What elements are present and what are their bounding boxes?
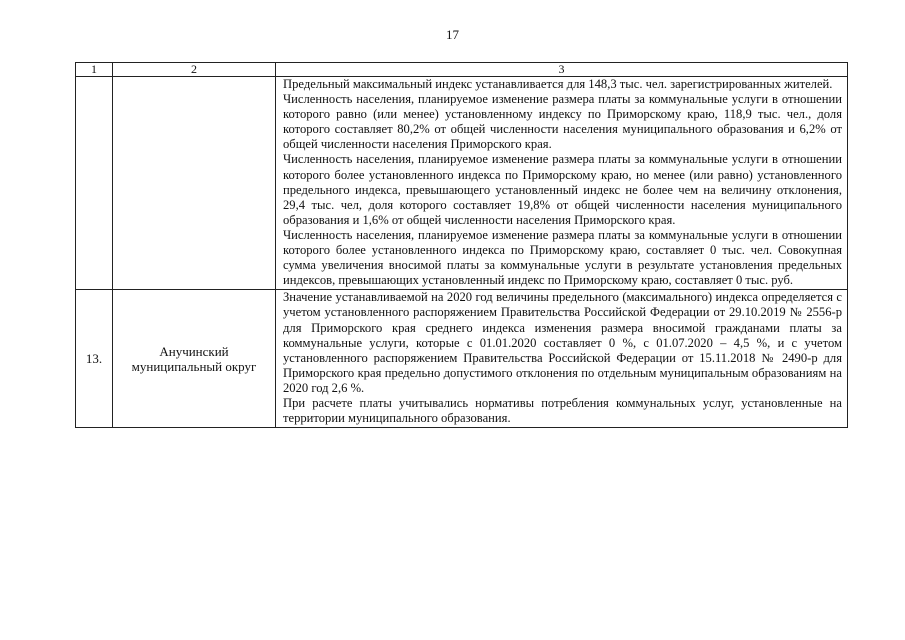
continuation-text-cell [276,77,848,290]
continuation-name-cell [113,77,276,290]
row-13-text-cell [276,290,848,428]
paragraph: Предельный максимальный индекс устанавливается для 148,3 тыс. чел. зарегистрированных жителей. [283,77,833,91]
data-table [75,62,848,428]
header-col-1: 1 [76,63,113,77]
paragraph: При расчете платы учитывались нормативы потребления коммунальных услуг, установленные на территории муниципального образования. [283,395,842,426]
table-row-13 [76,290,848,428]
paragraph: Численность населения, планируемое изменение размера платы за коммунальные услуги в отношении которого более установленного индекса по Приморскому краю, но менее (или равно) установленного предельного индекса, превышающего установленный индекс не более чем на величину отклонения, 29,4 тыс. чел, доля которого составляет 19,8% от общей численности населения муниципального образования и 1,6% от общей численности населения Приморского края. [283,152,842,227]
table-header-row [76,63,848,77]
continuation-number-cell [76,77,113,290]
header-col-2: 2 [113,63,276,77]
header-col-3: 3 [276,63,848,77]
municipality-name: Анучинский муниципальный округ [113,290,276,428]
paragraph: Численность населения, планируемое изменение размера платы за коммунальные услуги в отношении которого равно (или менее) установленному индексу по Приморскому краю, 118,9 тыс. чел., доля которого составляет 80,2% от общей численности населения муниципального образования и 6,2% от общей численности населения Приморского края. [283,92,842,152]
table-row-continuation [76,77,848,290]
page-number: 17 [446,27,459,42]
paragraph: Численность населения, планируемое изменение размера платы за коммунальные услуги в отношении которого более установленного индекса по Приморскому краю, составляет 0 тыс. чел. Совокупная сумма увеличения вносимой платы за коммунальные услуги в результате установления предельных индексов, превышающих установленный индекс по Приморскому краю, составляет 0 тыс. руб. [283,227,842,288]
row-number: 13. [76,290,113,428]
paragraph: Значение устанавливаемой на 2020 год величины предельного (максимального) индекса определяется с учетом установленного распоряжением Правительства Российской Федерации от 29.10.2019 № 2556-р для Приморского края среднего индекса изменения размера вносимой гражданами платы за коммунальные услуги, которые с 01.01.2020 составляет 0 %, с 01.07.2020 – 4,5 %, и с учетом установленного распоряжением Правительства Российской Федерации от 15.11.2018 № 2490-р для Приморского края предельно допустимого отклонения по отдельным муниципальным образованиям на 2020 год 2,6 %. [283,290,842,395]
